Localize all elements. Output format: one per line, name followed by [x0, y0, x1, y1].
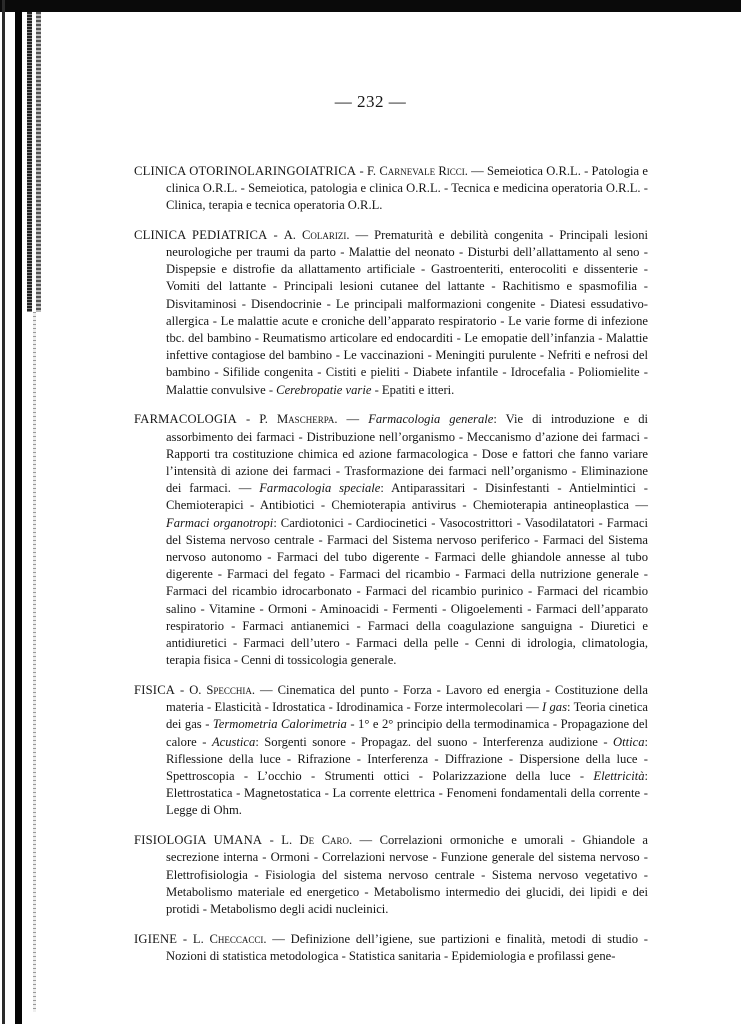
course-entry — [134, 682, 648, 820]
course-subject: FISICA — [134, 683, 176, 698]
course-author: A. Colarizi. — [283, 227, 350, 242]
course-description: — Semeiotica O.R.L. - Patologia e clinica O.R.L. - Semeiotica, patologia e clinica O.R.L. - Tecnica e medicina operatoria O.R.L. - Clinica, terapia e tecnica operatoria O.R.L. — [166, 163, 648, 212]
course-description: : Elettrostatica - Magnetostatica - La corrente elettrica - Fenomeni fondamentali della corrente - Legge di Ohm. — [166, 769, 648, 818]
course-subject: CLINICA OTORINOLARINGOIATRICA — [134, 163, 357, 178]
course-description: : Vie di introduzione e di assorbimento dei farmaci - Distribuzione nell’organismo - Meccanismo d’azione dei farmaci - Rapporti tra costituzione chimica ed azione farmacologica - Dose e fattori che fanno variare l’intensità di azione dei farmaci - Trasformazione dei farmaci nell’organismo - Eliminazione dei farmaci. — — [166, 412, 649, 496]
separator: - — [267, 227, 284, 242]
topic-heading: Farmacologia generale — [368, 412, 494, 427]
course-author: L. De Caro. — [281, 833, 353, 848]
course-description: — Definizione dell’igiene, sue partizioni e finalità, metodi di studio - Nozioni di statistica metodologica - Statistica sanitaria - Epidemiologia e profilassi gene- — [166, 931, 649, 964]
binding-stripe — [36, 12, 41, 312]
binding-stripe — [33, 312, 36, 1012]
course-author: O. Specchia. — [189, 683, 256, 698]
separator: - — [262, 833, 282, 848]
topic-heading: Farmaci organotropi — [166, 515, 274, 530]
course-author: P. Mascherpa. — [259, 412, 338, 427]
course-subject: FISIOLOGIA UMANA — [134, 833, 263, 848]
binding-stripe — [27, 12, 32, 312]
topic-heading: Farmacologia speciale — [259, 481, 381, 496]
binding-stripe — [2, 0, 5, 1024]
course-description: : Riflessione della luce - Rifrazione - Interferenza - Diffrazione - Dispersione della luce - Spettroscopia - L’occhio - Strumenti ottici - Polarizzazione della luce - — [166, 734, 648, 784]
course-subject: FARMACOLOGIA — [134, 412, 237, 427]
topic-heading: Acustica — [211, 734, 256, 749]
page-number: — 232 — — [334, 92, 407, 111]
course-description: : Sorgenti sonore - Propagaz. del suono - Interferenza audizione - — [255, 734, 614, 749]
course-description: : Antiparassitari - Disinfestanti - Antielmintici - Chemioterapici - Antibiotici - Chemioterapia antivirus - Chemioterapia antineoplastica — — [166, 481, 648, 513]
course-entry — [134, 227, 648, 399]
course-entry — [134, 411, 648, 669]
topic-heading: Termometria Calorimetria — [212, 717, 347, 732]
course-description: : Cardiotonici - Cardiocinetici - Vasocostrittori - Vasodilatatori - Farmaci del Sistema nervoso centrale - Farmaci del Sistema nervoso periferico - Farmaci del Sistema nervoso autonomo - Farmaci del tubo digerente - Farmaci delle ghiandole annesse al tubo digerente - Farmaci del fegato - Farmaci del ricambio - Farmaci della nutrizione generale - Farmaci del ricambio idrocarbonato - Farmaci del ricambio purinico - Farmaci del ricambio salino - Vitamine - Ormoni - Aminoacidi - Fermenti - Oligoelementi - Farmaci dell’apparato respiratorio - Farmaci antianemici - Farmaci della coagulazione sanguigna - Diuretici e antidiuretici - Farmaci dell’utero - Farmaci della pelle - Cenni di idrologia, climatologia, terapia fisica - Cenni di tossicologia generale. — [166, 515, 648, 668]
course-subject: CLINICA PEDIATRICA — [134, 227, 268, 242]
course-entry — [134, 163, 648, 215]
course-description: — Prematurità e debilità congenita - Principali lesioni neurologiche per traumi da parto - Malattie del neonato - Disturbi dell’allattamento al seno - Dispepsie e distrofie da allattamento artificiale - Gastroenteriti, enterocoliti e dissenterie - Vomiti del lattante - Principali lesioni cutanee del lattante - Rachitismo e spasmofilia - Disvitaminosi - Disendocrinie - Le principali malformazioni congenite - Diatesi essudativo-allergica - Le malattie acute e croniche dell’apparato respiratorio - Le varie forme di infezione tbc. del bambino - Reumatismo articolare ed endocarditi - Le emopatie dell’infanzia - Malattie infettive contagiose del bambino - Le vaccinazioni - Meningiti purulente - Nefriti e nefrosi del bambino - Sifilide congenita - Cistiti e pieliti - Diabete infantile - Idrocefalia - Poliomielite - Malattie convulsive - — [166, 227, 648, 397]
course-description: : Teoria cinetica dei gas - — [166, 700, 648, 732]
topic-heading: Elettricità — [593, 769, 645, 784]
separator: - — [175, 683, 190, 698]
course-entry — [134, 931, 648, 965]
course-description: - Epatiti e itteri. — [371, 382, 455, 397]
separator: - — [356, 163, 367, 178]
separator: - — [236, 412, 260, 427]
course-list — [134, 150, 648, 976]
binding-stripe — [15, 10, 22, 1024]
topic-heading: Cerebropatie varie — [276, 382, 372, 397]
course-description: — — [337, 412, 369, 427]
book-binding-edge — [0, 0, 48, 1024]
topic-heading: I gas — [542, 700, 568, 715]
course-description: — Cinematica del punto - Forza - Lavoro ed energia - Costituzione della materia - Elasticità - Idrostatica - Idrodinamica - Forze intermolecolari — — [166, 683, 648, 715]
course-entry — [134, 832, 648, 918]
course-subject: IGIENE — [134, 931, 178, 946]
topic-heading: Ottica — [613, 734, 645, 749]
course-author: F. Carnevale Ricci. — [366, 163, 468, 178]
scan-top-edge — [0, 0, 741, 12]
course-description: — Correlazioni ormoniche e umorali - Ghiandole a secrezione interna - Ormoni - Correlazioni nervose - Funzione generale del sistema nervoso - Elettrofisiologia - Fisiologia del sistema nervoso centrale - Sistema nervoso vegetativo - Metabolismo materiale ed energetico - Metabolismo intermedio dei glucidi, dei lipidi e dei protidi - Metabolismo degli acidi nucleinici. — [166, 833, 648, 917]
course-author: L. Checcacci. — [192, 931, 267, 946]
separator: - — [177, 931, 193, 946]
course-description: - 1° e 2° principio della termodinamica - Propagazione del calore - — [166, 717, 649, 749]
